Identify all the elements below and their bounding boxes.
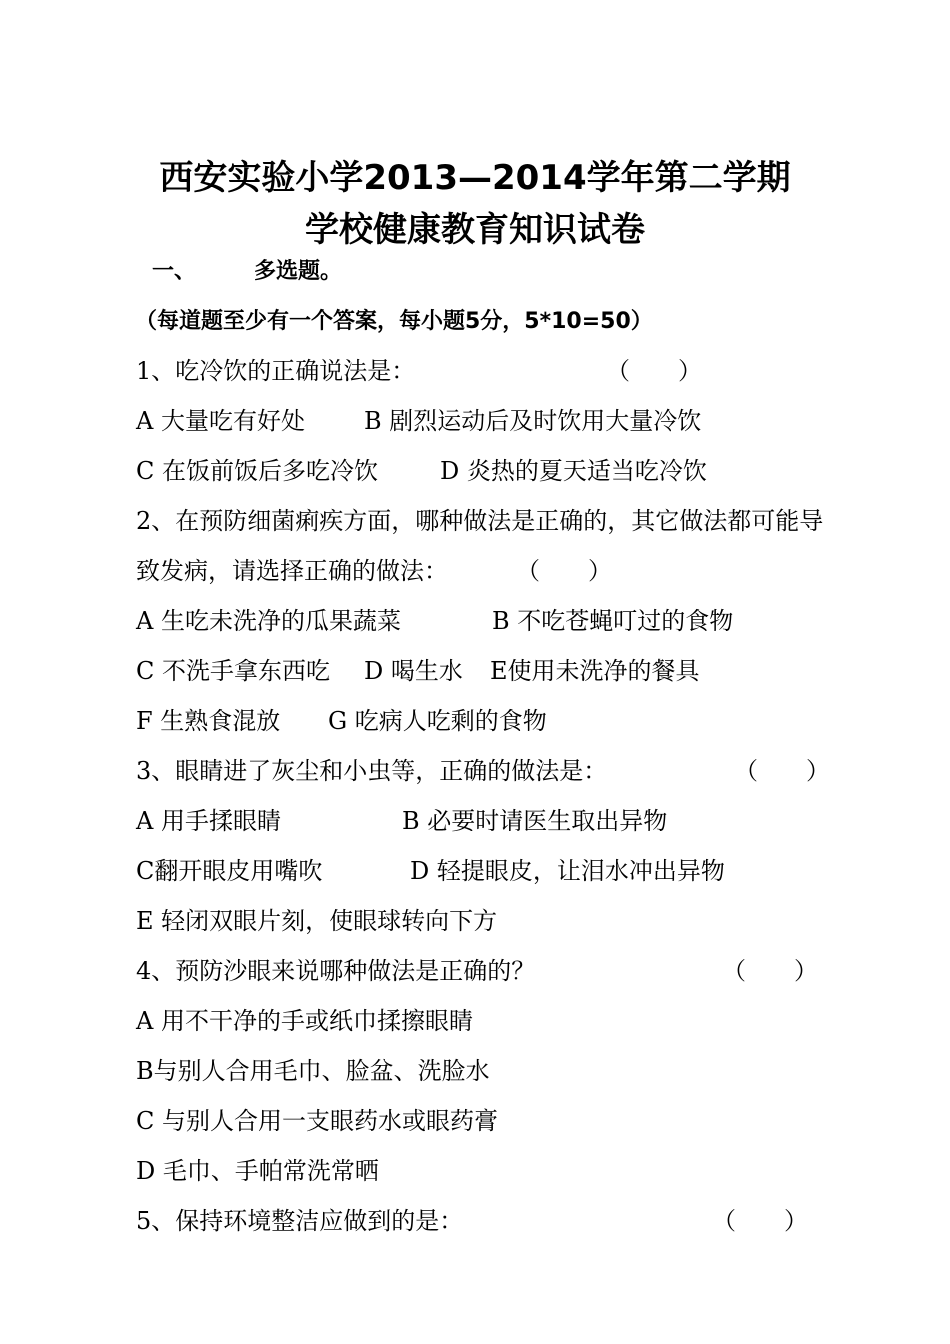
question-5-answer-blank: （ ） bbox=[712, 1207, 808, 1235]
question-4-answer-blank: （ ） bbox=[722, 957, 818, 985]
question-3-stem: 3、眼睛进了灰尘和小虫等，正确的做法是： bbox=[136, 757, 608, 785]
option-3b: B 必要时请医生取出异物 bbox=[402, 807, 668, 835]
option-3e: E 轻闭双眼片刻，使眼球转向下方 bbox=[136, 907, 498, 935]
option-4a: A 用不干净的手或纸巾揉擦眼睛 bbox=[136, 1007, 473, 1035]
option-1c: C 在饭前饭后多吃冷饮 bbox=[136, 457, 378, 485]
question-2-options-row-3 bbox=[136, 706, 547, 736]
question-1-options-row-2 bbox=[136, 456, 707, 486]
option-1b: B 剧烈运动后及时饮用大量冷饮 bbox=[364, 407, 702, 435]
exam-title-line1: 西安实验小学2013—2014学年第二学期 bbox=[159, 158, 791, 198]
question-2-stem: 2、在预防细菌痢疾方面，哪种做法是正确的，其它做法都可能导 bbox=[136, 507, 824, 535]
section-name: 多选题。 bbox=[254, 259, 343, 284]
option-4b: B与别人合用毛巾、脸盆、洗脸水 bbox=[136, 1057, 490, 1085]
option-2c: C 不洗手拿东西吃 bbox=[136, 657, 330, 685]
question-2-options-row-1 bbox=[136, 606, 733, 636]
exam-title-line2: 学校健康教育知识试卷 bbox=[305, 210, 645, 250]
option-3a: A 用手揉眼睛 bbox=[136, 807, 281, 835]
question-2-stem-continued: 致发病，请选择正确的做法： bbox=[136, 557, 448, 585]
question-3-options-row-3 bbox=[136, 906, 497, 936]
option-2a: A 生吃未洗净的瓜果蔬菜 bbox=[136, 607, 401, 635]
question-3-options-row-2 bbox=[136, 856, 725, 886]
question-4-stem: 4、预防沙眼来说哪种做法是正确的？ bbox=[136, 957, 536, 985]
section-heading bbox=[152, 254, 342, 285]
question-2-answer-blank: （ ） bbox=[516, 557, 612, 585]
option-2f: F 生熟食混放 bbox=[136, 707, 281, 735]
option-2e: E使用未洗净的餐具 bbox=[490, 657, 700, 685]
option-3d: D 轻提眼皮，让泪水冲出异物 bbox=[410, 857, 725, 885]
option-1d: D 炎热的夏天适当吃冷饮 bbox=[440, 457, 707, 485]
option-1a: A 大量吃有好处 bbox=[136, 407, 305, 435]
question-3-options-row-1 bbox=[136, 806, 667, 836]
option-2g: G 吃病人吃剩的食物 bbox=[328, 707, 547, 735]
section-instructions: （每道题至少有一个答案，每小题5分，5*10=50） bbox=[135, 309, 653, 334]
question-3-answer-blank: （ ） bbox=[734, 757, 830, 785]
option-4d: D 毛巾、手帕常洗常晒 bbox=[136, 1157, 379, 1185]
option-2b: B 不吃苍蝇叮过的食物 bbox=[492, 607, 734, 635]
question-1-options-row-1 bbox=[136, 406, 701, 436]
question-1-answer-blank: （ ） bbox=[606, 357, 702, 385]
question-2-options-row-2 bbox=[136, 656, 700, 686]
option-3c: C翻开眼皮用嘴吹 bbox=[136, 857, 323, 885]
option-4c: C 与别人合用一支眼药水或眼药膏 bbox=[136, 1107, 498, 1135]
section-number: 一、 bbox=[152, 259, 197, 284]
question-1-stem: 1、吃冷饮的正确说法是： bbox=[136, 357, 416, 385]
question-5-stem: 5、保持环境整洁应做到的是： bbox=[136, 1207, 464, 1235]
option-2d: D 喝生水 bbox=[364, 657, 463, 685]
